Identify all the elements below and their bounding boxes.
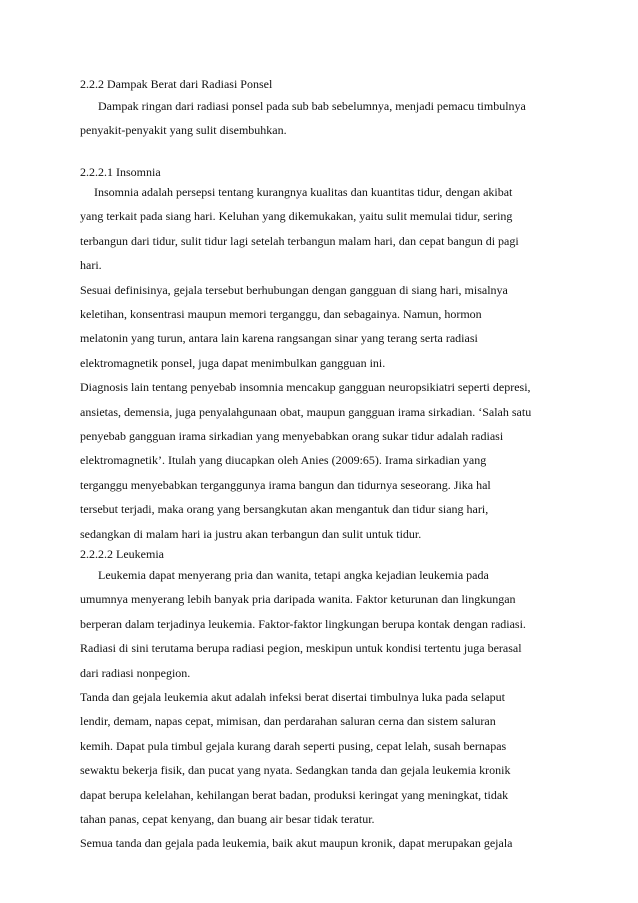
text-line: dapat berupa kelelahan, kehilangan berat badan, produksi keringat yang meningkat, tidak	[80, 787, 509, 802]
paragraph-dampak-berat	[80, 94, 550, 143]
text-line: melatonin yang turun, antara lain karena rangsangan sinar yang terang serta radiasi	[80, 331, 478, 346]
text-line: Diagnosis lain tentang penyebab insomnia mencakup gangguan neuropsikiatri seperti depresi,	[80, 380, 531, 395]
text-line: terbangun dari tidur, sulit tidur lagi setelah terbangun malam hari, dan cepat bangun di pagi	[80, 233, 519, 248]
text-line: kemih. Dapat pula timbul gejala kurang darah seperti pusing, cepat lelah, susah bernapas	[80, 738, 507, 753]
section-heading-2-2-2: 2.2.2 Dampak Berat dari Radiasi Ponsel	[80, 77, 273, 91]
text-line: Dampak ringan dari radiasi ponsel pada sub bab sebelumnya, menjadi pemacu timbulnya	[98, 99, 526, 113]
text-line: tahan panas, cepat kenyang, dan buang air besar tidak teratur.	[80, 811, 375, 826]
text-line: berperan dalam terjadinya leukemia. Faktor-faktor lingkungan berupa kontak dengan radiasi.	[80, 616, 526, 631]
text-line: Leukemia dapat menyerang pria dan wanita, tetapi angka kejadian leukemia pada	[98, 568, 489, 582]
text-line: ansietas, demensia, juga penyalahgunaan obat, maupun gangguan irama sirkadian. ‘Salah satu	[80, 404, 532, 419]
section-heading-insomnia: 2.2.2.1 Insomnia	[80, 165, 161, 179]
text-line: elektromagnetik’. Itulah yang diucapkan oleh Anies (2009:65). Irama sirkadian yang	[80, 453, 487, 468]
text-line: elektromagnetik ponsel, juga dapat menimbulkan gangguan ini.	[80, 355, 386, 370]
text-line: lendir, demam, napas cepat, mimisan, dan perdarahan saluran cerna dan sistem saluran	[80, 714, 496, 729]
paragraph-insomnia-diagnosis	[80, 375, 550, 546]
paragraph-leukemia-cause	[80, 563, 550, 685]
text-line: Sesuai definisinya, gejala tersebut berhubungan dengan gangguan di siang hari, misalnya	[80, 282, 508, 297]
text-line: penyakit-penyakit yang sulit disembuhkan.	[80, 123, 287, 138]
text-line: umumnya menyerang lebih banyak pria daripada wanita. Faktor keturunan dan lingkungan	[80, 592, 516, 607]
text-line: keletihan, konsentrasi maupun memori terganggu, dan sebagainya. Namun, hormon	[80, 306, 482, 321]
text-line: penyebab gangguan irama sirkadian yang menyebabkan orang sukar tidur adalah radiasi	[80, 428, 504, 443]
text-line: dari radiasi nonpegion.	[80, 665, 191, 680]
text-line: terganggu menyebabkan terganggunya irama bangun dan tidurnya seseorang. Jika hal	[80, 477, 491, 492]
section-heading-leukemia: 2.2.2.2 Leukemia	[80, 547, 164, 561]
paragraph-insomnia-definition	[80, 180, 550, 278]
text-line: Tanda dan gejala leukemia akut adalah infeksi berat disertai timbulnya luka pada selaput	[80, 690, 505, 704]
text-line: sewaktu bekerja fisik, dan pucat yang nyata. Sedangkan tanda dan gejala leukemia kronik	[80, 763, 511, 778]
text-line: Insomnia adalah persepsi tentang kurangnya kualitas dan kuantitas tidur, dengan akibat	[94, 185, 513, 199]
text-line: hari.	[80, 258, 102, 273]
paragraph-leukemia-symptoms	[80, 685, 550, 831]
paragraph-leukemia-summary	[80, 831, 550, 855]
text-line: Radiasi di sini terutama berupa radiasi pegion, meskipun untuk kondisi tertentu juga berasal	[80, 641, 522, 656]
text-line: tersebut terjadi, maka orang yang bersangkutan akan mengantuk dan tidur siang hari,	[80, 502, 489, 517]
paragraph-insomnia-symptoms	[80, 278, 550, 376]
text-line: Semua tanda dan gejala pada leukemia, baik akut maupun kronik, dapat merupakan gejala	[80, 836, 513, 851]
text-line: yang terkait pada siang hari. Keluhan yang dikemukakan, yaitu sulit memulai tidur, sering	[80, 209, 513, 224]
text-line: sedangkan di malam hari ia justru akan terbangun dan sulit untuk tidur.	[80, 526, 422, 541]
